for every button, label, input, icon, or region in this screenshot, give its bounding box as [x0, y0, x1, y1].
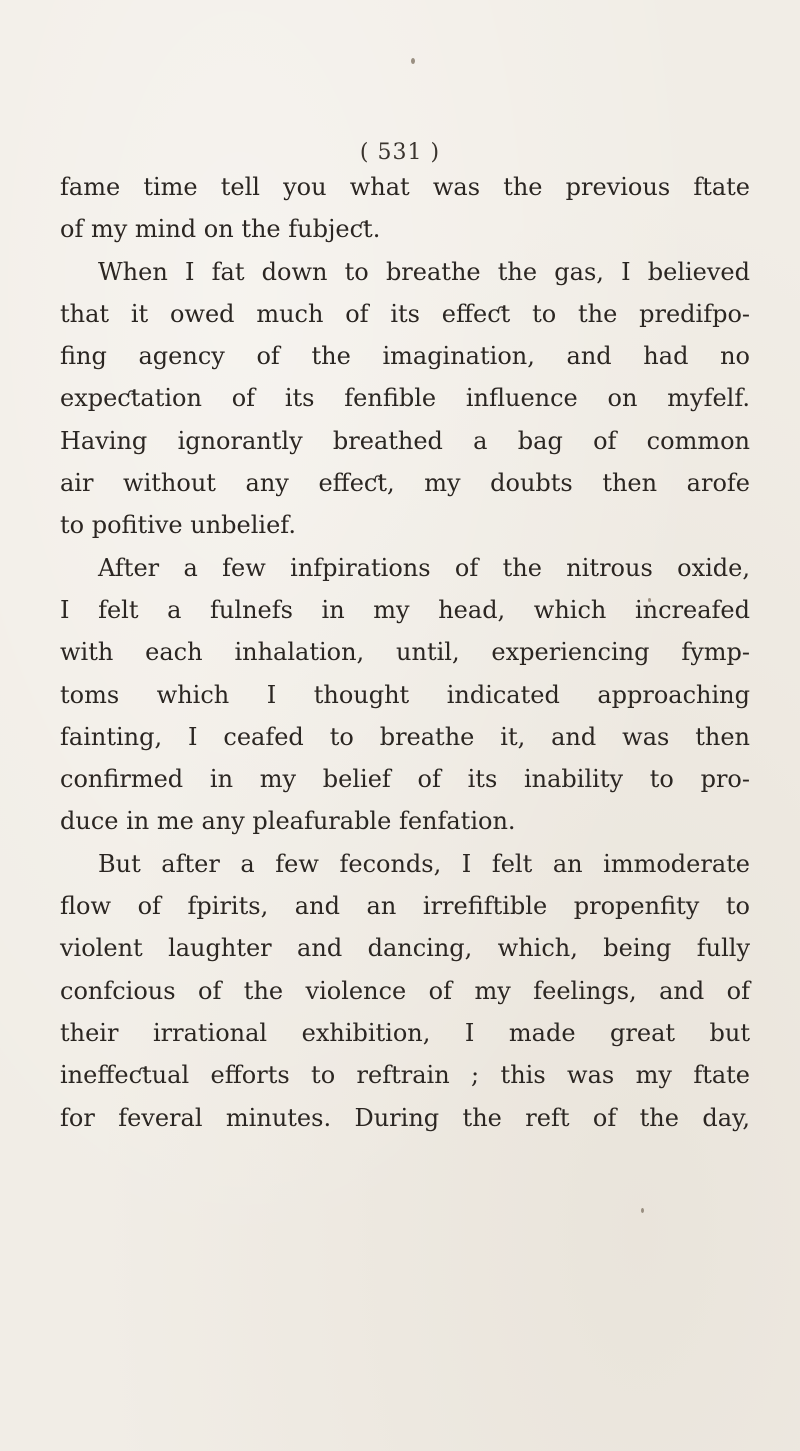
page-speck	[641, 1208, 644, 1213]
text-line: expeƈtation of its fenfible influence on myfelf.	[60, 384, 750, 413]
text-line: fing agency of the imagination, and had no	[60, 342, 750, 371]
text-line: violent laughter and dancing, which, being fully	[60, 934, 750, 963]
text-line: for feveral minutes. During the reft of the day,	[60, 1103, 750, 1132]
body-text	[60, 166, 750, 1139]
text-line: to pofitive unbelief.	[60, 511, 296, 540]
text-line: confcious of the violence of my feelings, and of	[60, 976, 750, 1005]
text-line: flow of fpirits, and an irrefiftible propenfity to	[60, 892, 750, 921]
text-line: of my mind on the fubjeƈt.	[60, 215, 381, 244]
text-line: with each inhalation, until, experiencing fymp-	[60, 638, 750, 667]
text-line: But after a few feconds, I felt an immoderate	[98, 849, 750, 878]
text-line: fainting, I ceafed to breathe it, and was then	[60, 722, 750, 751]
text-line: After a few infpirations of the nitrous oxide,	[98, 553, 750, 582]
text-line: duce in me any pleafurable fenfation.	[60, 807, 516, 836]
text-line: ineffeƈtual efforts to reftrain ; this was my ftate	[60, 1061, 750, 1090]
text-line: that it owed much of its effeƈt to the predifpo-	[60, 299, 750, 328]
text-line: their irrational exhibition, I made great but	[60, 1018, 750, 1047]
page-speck	[411, 58, 415, 64]
text-line: air without any effeƈt, my doubts then arofe	[60, 469, 750, 498]
text-line: fame time tell you what was the previous ftate	[60, 173, 750, 201]
text-line: confirmed in my belief of its inability to pro-	[60, 765, 750, 794]
text-line: When I fat down to breathe the gas, I believed	[98, 257, 750, 286]
text-line: Having ignorantly breathed a bag of common	[60, 426, 750, 455]
text-line: toms which I thought indicated approaching	[60, 680, 750, 709]
text-line: I felt a fulnefs in my head, which increafed	[60, 595, 750, 624]
page-number: ( 531 )	[359, 140, 441, 165]
